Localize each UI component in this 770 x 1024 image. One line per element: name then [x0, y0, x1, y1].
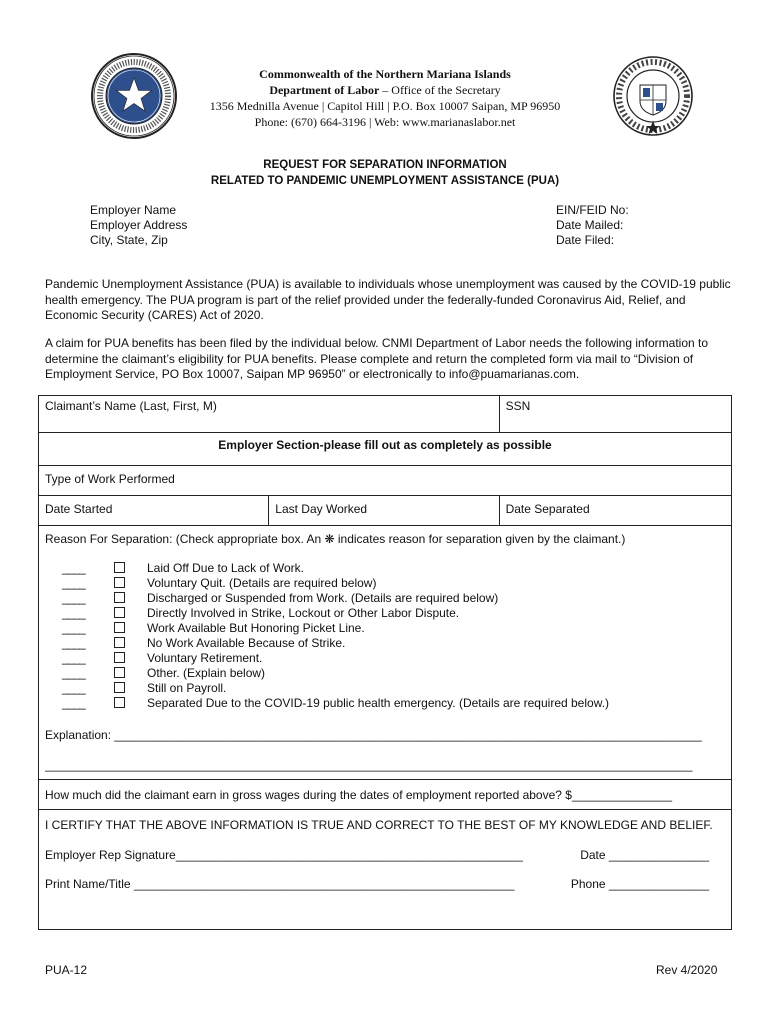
reason-checkbox[interactable]: [114, 637, 125, 648]
claimant-mark-blank[interactable]: ____: [62, 635, 85, 650]
reason-row-retirement: [45, 650, 725, 665]
ssn-field[interactable]: [499, 396, 731, 433]
reason-checkbox[interactable]: [114, 577, 125, 588]
agency-name: Commonwealth of the Northern Mariana Islands: [259, 67, 511, 81]
agency-address: 1356 Mednilla Avenue | Capitol Hill | P.O. Box 10007 Saipan, MP 96950: [209, 99, 561, 113]
reason-label-text: Separated Due to the COVID-19 public health emergency. (Details are required below.): [147, 695, 610, 710]
reason-row-other: [45, 665, 725, 680]
print-name-field[interactable]: Print Name/Title _________________________________________________________: [45, 877, 515, 891]
cnmi-official-seal: [90, 52, 178, 140]
date-started-field[interactable]: [39, 496, 269, 526]
reason-row-no-work-strike: [45, 635, 725, 650]
ein-label: EIN/FEID No:: [556, 203, 629, 217]
last-day-worked-label: Last Day Worked: [275, 502, 368, 516]
certification-section: [39, 810, 732, 930]
form-revision: Rev 4/2020: [656, 963, 718, 977]
employer-name-label: Employer Name: [90, 203, 177, 217]
reason-label-text: Work Available But Honoring Picket Line.: [147, 620, 365, 635]
department-line: [190, 82, 580, 98]
reason-row-picket-line: [45, 620, 725, 635]
reason-label-text: Directly Involved in Strike, Lockout or Other Labor Dispute.: [147, 605, 460, 620]
signature-field[interactable]: Employer Rep Signature____________________________________________________: [45, 848, 523, 862]
type-of-work-label: Type of Work Performed: [45, 472, 175, 486]
separation-form: [38, 395, 732, 930]
agency-header: [190, 66, 580, 130]
signature-row: [45, 848, 725, 862]
department-office: – Office of the Secretary: [379, 83, 501, 97]
phone-field[interactable]: Phone _______________: [570, 877, 709, 891]
gross-wages-field[interactable]: [39, 780, 732, 810]
reason-label-text: Voluntary Retirement.: [147, 650, 263, 665]
reason-checkbox[interactable]: [114, 622, 125, 633]
reason-row-covid: [45, 695, 725, 710]
reason-label-text: Laid Off Due to Lack of Work.: [147, 560, 304, 575]
print-name-row: [45, 877, 725, 891]
claimant-mark-blank[interactable]: ____: [62, 695, 85, 710]
reason-row-payroll: [45, 680, 725, 695]
date-separated-label: Date Separated: [505, 502, 590, 516]
last-day-worked-field[interactable]: [269, 496, 499, 526]
type-of-work-field[interactable]: [39, 466, 732, 496]
claimant-mark-blank[interactable]: ____: [62, 665, 85, 680]
claimant-mark-blank[interactable]: ____: [62, 590, 85, 605]
agency-contact: Phone: (670) 664-3196 | Web: www.marianaslabor.net: [254, 115, 516, 129]
reason-row-strike-involved: [45, 605, 725, 620]
employer-address-label: Employer Address: [90, 218, 188, 232]
department-name: Department of Labor: [269, 83, 380, 97]
employer-city-label: City, State, Zip: [90, 233, 168, 247]
reason-row-discharged: [45, 590, 725, 605]
employer-info: [90, 203, 187, 248]
filing-info: [556, 203, 629, 248]
explanation-field[interactable]: [45, 728, 725, 772]
claimant-mark-blank[interactable]: ____: [62, 575, 85, 590]
form-title: [150, 157, 620, 189]
claimant-mark-blank[interactable]: ____: [62, 560, 85, 575]
reason-checkbox[interactable]: [114, 652, 125, 663]
reason-checkbox[interactable]: [114, 607, 125, 618]
form-title-line1: REQUEST FOR SEPARATION INFORMATION: [263, 159, 507, 171]
date-filed-label: Date Filed:: [556, 233, 615, 247]
explanation-line: _________________________________________________________________________________________________: [45, 758, 693, 772]
reason-section: [39, 526, 732, 780]
form-id: PUA-12: [45, 963, 88, 977]
department-of-labor-seal: [612, 55, 694, 137]
reason-label-text: Still on Payroll.: [147, 680, 227, 695]
reason-checkbox[interactable]: [114, 667, 125, 678]
reason-label-text: No Work Available Because of Strike.: [147, 635, 346, 650]
explanation-label: Explanation: ________________________________________________________________________________________: [45, 728, 702, 742]
claimant-name-field[interactable]: [39, 396, 500, 433]
reason-checkbox[interactable]: [114, 682, 125, 693]
reason-label: Reason For Separation: (Check appropriate box. An ❋ indicates reason for separation given by the claimant.): [45, 532, 626, 546]
employer-section-heading: Employer Section-please fill out as completely as possible: [39, 433, 732, 466]
reason-list: [45, 560, 725, 710]
date-mailed-label: Date Mailed:: [556, 218, 624, 232]
claim-paragraph: A claim for PUA benefits has been filed by the individual below. CNMI Department of Labor needs the following information to determine the claimant’s eligibility for PUA benefits. Please complete and return the completed form via mail to “Division of Employment Service, PO Box 10007, Saipan MP 96950” or electronically to info@puamarianas.com.: [45, 336, 709, 381]
form-title-line2: RELATED TO PANDEMIC UNEMPLOYMENT ASSISTANCE (PUA): [210, 175, 560, 187]
claimant-mark-blank[interactable]: ____: [62, 680, 85, 695]
gross-wages-question: How much did the claimant earn in gross wages during the dates of employment reported above? $_______________: [45, 788, 673, 802]
claimant-name-label: Claimant’s Name (Last, First, M): [45, 399, 217, 413]
reason-checkbox[interactable]: [114, 697, 125, 708]
certify-statement: I CERTIFY THAT THE ABOVE INFORMATION IS TRUE AND CORRECT TO THE BEST OF MY KNOWLEDGE AND BELIEF.: [45, 818, 713, 832]
reason-checkbox[interactable]: [114, 592, 125, 603]
reason-row-voluntary-quit: [45, 575, 725, 590]
claimant-mark-blank[interactable]: ____: [62, 605, 85, 620]
intro-paragraph: Pandemic Unemployment Assistance (PUA) is available to individuals whose unemployment was caused by the COVID-19 public health emergency. The PUA program is part of the relief provided under the federally-funded Coronavirus Aid, Relief, and Economic Security (CARES) Act of 2020.: [45, 277, 731, 322]
reason-row-laid-off: [45, 560, 725, 575]
claimant-mark-blank[interactable]: ____: [62, 650, 85, 665]
reason-label-text: Discharged or Suspended from Work. (Details are required below): [147, 590, 499, 605]
signature-date-field[interactable]: Date _______________: [580, 848, 709, 862]
reason-label-text: Voluntary Quit. (Details are required below): [147, 575, 377, 590]
date-started-label: Date Started: [45, 502, 113, 516]
ssn-label: SSN: [505, 399, 531, 413]
reason-checkbox[interactable]: [114, 562, 125, 573]
reason-label-text: Other. (Explain below): [147, 665, 266, 680]
claimant-mark-blank[interactable]: ____: [62, 620, 85, 635]
date-separated-field[interactable]: [499, 496, 731, 526]
